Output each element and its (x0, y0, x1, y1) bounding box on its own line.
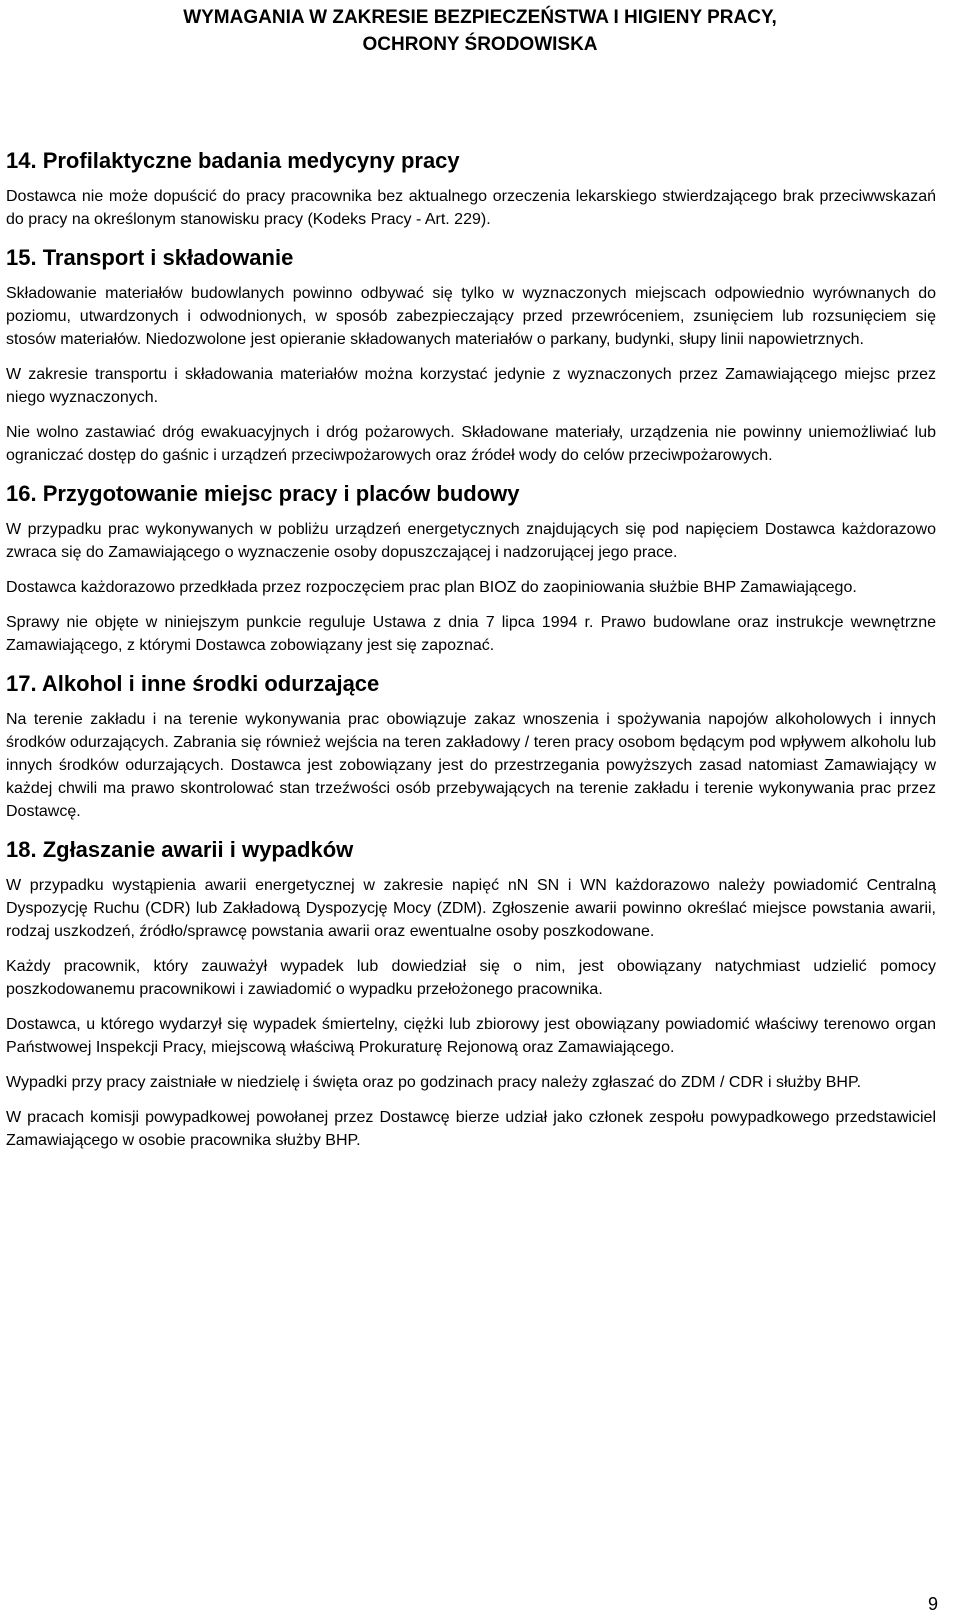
paragraph: Wypadki przy pracy zaistniałe w niedzielę i święta oraz po godzinach pracy należy zgłaszać do ZDM / CDR i służby BHP. (6, 1074, 862, 1091)
section-title: 16. Przygotowanie miejsc pracy i placów budowy (6, 481, 520, 506)
paragraph: Składowanie materiałów budowlanych powinno odbywać się tylko w wyznaczonych miejscach odpowiednio wyrównanych do poziomu, utwardzonych i odwodnionych, w sposób zabezpieczający przed przewróceniem, zsunięciem lub rozsunięciem się stosów materiałów. Niedozwolone jest opieranie składowanych materiałów o parkany, budynki, słupy linii napowietrznych. (6, 285, 936, 348)
paragraph: Każdy pracownik, który zauważył wypadek lub dowiedział się o nim, jest obowiązany natychmiast udzielić pomocy poszkodowanemu pracownikowi i zawiadomić o wypadku przełożonego pracownika. (6, 958, 936, 998)
section-title: 18. Zgłaszanie awarii i wypadków (6, 837, 354, 862)
section-title: 14. Profilaktyczne badania medycyny pracy (6, 148, 460, 173)
paragraph: Dostawca, u którego wydarzył się wypadek śmiertelny, ciężki lub zbiorowy jest obowiązany powiadomić właściwy terenowo organ Państwowej Inspekcji Pracy, miejscową właściwą Prokuraturę Rejonową oraz Zamawiającego. (6, 1016, 936, 1056)
paragraph: W przypadku prac wykonywanych w pobliżu urządzeń energetycznych znajdujących się pod napięciem Dostawca każdorazowo zwraca się do Zamawiającego o wyznaczenie osoby dopuszczającej i nadzorującej jego prace. (6, 521, 936, 561)
paragraph: W zakresie transportu i składowania materiałów można korzystać jedynie z wyznaczonych przez Zamawiającego miejsc przez niego wyznaczonych. (6, 366, 936, 406)
section-title: 17. Alkohol i inne środki odurzające (6, 671, 380, 696)
paragraph: W pracach komisji powypadkowej powołanej przez Dostawcę bierze udział jako członek zespołu powypadkowego przedstawiciel Zamawiającego w osobie pracownika służby BHP. (6, 1109, 936, 1149)
document-header (0, 4, 960, 58)
header-line-2: OCHRONY ŚRODOWISKA (362, 34, 598, 55)
page-number: 9 (927, 1594, 938, 1614)
section-15 (6, 245, 936, 467)
section-title: 15. Transport i składowanie (6, 245, 294, 270)
paragraph: Dostawca każdorazowo przedkłada przez rozpoczęciem prac plan BIOZ do zaopiniowania służbie BHP Zamawiającego. (6, 579, 857, 596)
paragraph: Sprawy nie objęte w niniejszym punkcie reguluje Ustawa z dnia 7 lipca 1994 r. Prawo budowlane oraz instrukcje wewnętrzne Zamawiającego, z którymi Dostawca zobowiązany jest się zapoznać. (6, 614, 936, 654)
paragraph: Dostawca nie może dopuścić do pracy pracownika bez aktualnego orzeczenia lekarskiego stwierdzającego brak przeciwwskazań do pracy na określonym stanowisku pracy (Kodeks Pracy - Art. 229). (6, 188, 936, 228)
section-18 (6, 837, 936, 1152)
paragraph: Na terenie zakładu i na terenie wykonywania prac obowiązuje zakaz wnoszenia i spożywania napojów alkoholowych i innych środków odurzających. Zabrania się również wejścia na teren zakładowy / teren pracy osobom będącym pod wpływem alkoholu lub innych środków odurzających. Dostawca jest zobowiązany jest do przestrzegania powyższych zasad natomiast Zamawiający w każdej chwili ma prawo skontrolować stan trzeźwości osób przebywających na terenie zakładu i terenie wykonywania prac przez Dostawcę. (6, 711, 936, 820)
document-body (6, 148, 936, 1166)
header-line-1: WYMAGANIA W ZAKRESIE BEZPIECZEŃSTWA I HIGIENY PRACY, (183, 7, 777, 28)
section-14 (6, 148, 936, 231)
paragraph: Nie wolno zastawiać dróg ewakuacyjnych i dróg pożarowych. Składowane materiały, urządzenia nie powinny uniemożliwiać lub ograniczać dostęp do gaśnic i urządzeń przeciwpożarowych oraz źródeł wody do celów przeciwpożarowych. (6, 424, 936, 464)
section-16 (6, 481, 936, 657)
section-17 (6, 671, 936, 823)
paragraph: W przypadku wystąpienia awarii energetycznej w zakresie napięć nN SN i WN każdorazowo należy powiadomić Centralną Dyspozycję Ruchu (CDR) lub Zakładową Dyspozycję Mocy (ZDM). Zgłoszenie awarii powinno określać miejsce powstania awarii, rodzaj uszkodzeń, źródło/sprawcę powstania awarii oraz ewentualne osoby poszkodowane. (6, 877, 936, 940)
